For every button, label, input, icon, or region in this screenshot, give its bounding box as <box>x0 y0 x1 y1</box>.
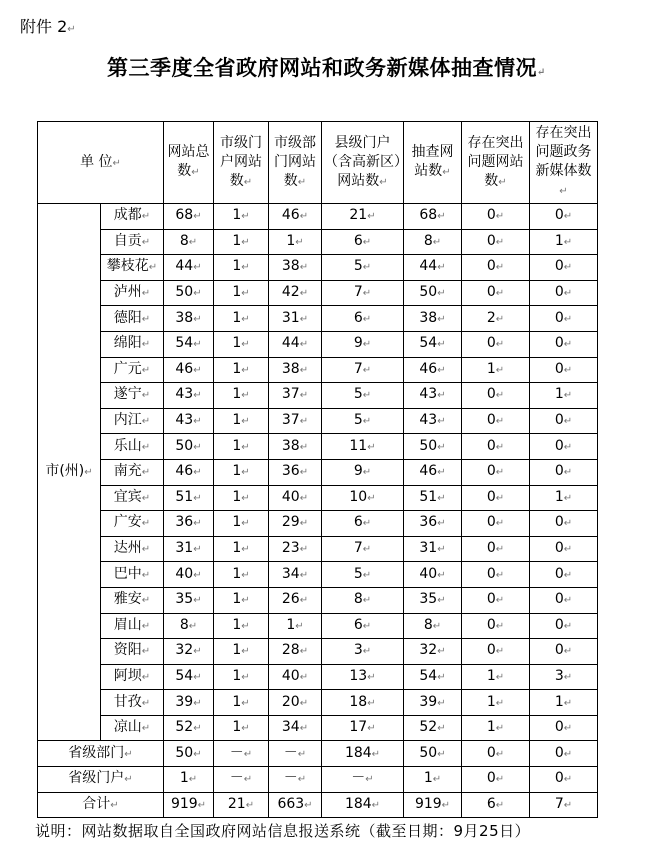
cell-media-issue: 0↵ <box>530 408 598 434</box>
cell-site-issue: 0↵ <box>462 255 530 281</box>
cell-media-issue: 0↵ <box>530 306 598 332</box>
cell-city-portal: 1↵ <box>214 255 269 281</box>
cell-county: 7↵ <box>322 280 404 306</box>
cell-city-portal: 1↵ <box>214 562 269 588</box>
cell-checked: 32↵ <box>404 639 462 665</box>
cell-unit-name: 广元↵ <box>101 357 164 383</box>
cell-city-dept: －↵ <box>269 767 322 793</box>
cell-site-issue: 0↵ <box>462 383 530 409</box>
cell-unit-name: 阿坝↵ <box>101 664 164 690</box>
cell-media-issue: 0↵ <box>530 715 598 741</box>
header-unit: 单 位↵ <box>38 122 164 204</box>
cell-county: 5↵ <box>322 408 404 434</box>
cell-city-portal: 1↵ <box>214 229 269 255</box>
cell-unit-name: 自贡↵ <box>101 229 164 255</box>
cell-checked: 50↵ <box>404 280 462 306</box>
cell-total: 46↵ <box>164 357 214 383</box>
cell-county: 18↵ <box>322 690 404 716</box>
cell-checked: 46↵ <box>404 357 462 383</box>
cell-city-portal: 1↵ <box>214 587 269 613</box>
cell-total: 40↵ <box>164 562 214 588</box>
cell-site-issue: 6↵ <box>462 792 530 818</box>
cell-unit-name: 南充↵ <box>101 459 164 485</box>
footnote: 说明：网站数据取自全国政府网站信息报送系统（截至日期：9月25日） <box>35 822 531 840</box>
cell-unit-name: 省级门户↵ <box>38 767 164 793</box>
cell-city-dept: 20↵ <box>269 690 322 716</box>
cell-county: 7↵ <box>322 357 404 383</box>
cell-checked: 31↵ <box>404 536 462 562</box>
table-body <box>38 204 598 818</box>
cell-unit-name: 资阳↵ <box>101 639 164 665</box>
cell-media-issue: 1↵ <box>530 229 598 255</box>
cell-total: 54↵ <box>164 664 214 690</box>
cell-city-portal: 1↵ <box>214 357 269 383</box>
cell-checked: 919↵ <box>404 792 462 818</box>
cell-city-portal: 1↵ <box>214 613 269 639</box>
cell-total: 52↵ <box>164 715 214 741</box>
cell-city-dept: 26↵ <box>269 587 322 613</box>
table-row <box>38 536 598 562</box>
cell-checked: 39↵ <box>404 690 462 716</box>
cell-site-issue: 2↵ <box>462 306 530 332</box>
cell-media-issue: 0↵ <box>530 639 598 665</box>
cell-county: 6↵ <box>322 613 404 639</box>
cell-unit-name: 遂宁↵ <box>101 383 164 409</box>
table-row <box>38 383 598 409</box>
cell-city-portal: 1↵ <box>214 639 269 665</box>
cell-county: 11↵ <box>322 434 404 460</box>
cell-media-issue: 0↵ <box>530 562 598 588</box>
cell-site-issue: 0↵ <box>462 331 530 357</box>
cell-checked: 36↵ <box>404 511 462 537</box>
cell-site-issue: 0↵ <box>462 639 530 665</box>
table-row <box>38 690 598 716</box>
table-row <box>38 562 598 588</box>
cell-county: 21↵ <box>322 204 404 230</box>
cell-county: 6↵ <box>322 306 404 332</box>
cell-total: 46↵ <box>164 459 214 485</box>
cell-checked: 8↵ <box>404 229 462 255</box>
cell-county: 6↵ <box>322 229 404 255</box>
cell-city-portal: －↵ <box>214 741 269 767</box>
cell-media-issue: 0↵ <box>530 511 598 537</box>
cell-total: 54↵ <box>164 331 214 357</box>
cell-city-dept: 34↵ <box>269 715 322 741</box>
cell-city-dept: 38↵ <box>269 357 322 383</box>
cell-site-issue: 0↵ <box>462 204 530 230</box>
cell-city-portal: 1↵ <box>214 485 269 511</box>
cell-city-portal: 1↵ <box>214 664 269 690</box>
cell-media-issue: 0↵ <box>530 741 598 767</box>
cell-unit-name: 宜宾↵ <box>101 485 164 511</box>
cell-checked: 38↵ <box>404 306 462 332</box>
cell-city-dept: 1↵ <box>269 613 322 639</box>
cell-city-portal: －↵ <box>214 767 269 793</box>
cell-unit-name: 广安↵ <box>101 511 164 537</box>
cell-checked: 54↵ <box>404 664 462 690</box>
table-row <box>38 664 598 690</box>
cell-city-dept: 29↵ <box>269 511 322 537</box>
cell-city-portal: 21↵ <box>214 792 269 818</box>
cell-unit-name: 雅安↵ <box>101 587 164 613</box>
cell-checked: 51↵ <box>404 485 462 511</box>
attachment-label: 附件 2↵ <box>20 17 76 36</box>
cell-county: 7↵ <box>322 536 404 562</box>
group-label: 市(州)↵ <box>38 204 101 741</box>
cell-media-issue: 1↵ <box>530 690 598 716</box>
cell-checked: 46↵ <box>404 459 462 485</box>
cell-site-issue: 1↵ <box>462 357 530 383</box>
table-row <box>38 511 598 537</box>
header-row <box>38 122 598 204</box>
cell-total: 36↵ <box>164 511 214 537</box>
cell-total: 31↵ <box>164 536 214 562</box>
header-city-portal: 市级门户网站数↵ <box>214 122 269 204</box>
cell-media-issue: 1↵ <box>530 485 598 511</box>
cell-unit-name: 德阳↵ <box>101 306 164 332</box>
cell-city-portal: 1↵ <box>214 511 269 537</box>
cell-city-dept: 36↵ <box>269 459 322 485</box>
cell-city-portal: 1↵ <box>214 331 269 357</box>
cell-checked: 43↵ <box>404 408 462 434</box>
cell-county: 17↵ <box>322 715 404 741</box>
table-row <box>38 767 598 793</box>
cell-county: 9↵ <box>322 331 404 357</box>
cell-total: 43↵ <box>164 383 214 409</box>
cell-checked: 1↵ <box>404 767 462 793</box>
cell-total: 35↵ <box>164 587 214 613</box>
cell-unit-name: 省级部门↵ <box>38 741 164 767</box>
cell-unit-name: 合计↵ <box>38 792 164 818</box>
cell-city-dept: 40↵ <box>269 485 322 511</box>
cell-total: 8↵ <box>164 613 214 639</box>
cell-total: 1↵ <box>164 767 214 793</box>
cell-county: 184↵ <box>322 741 404 767</box>
cell-media-issue: 0↵ <box>530 280 598 306</box>
cell-checked: 35↵ <box>404 587 462 613</box>
cell-city-portal: 1↵ <box>214 280 269 306</box>
cell-site-issue: 0↵ <box>462 511 530 537</box>
cell-city-dept: 40↵ <box>269 664 322 690</box>
table-row <box>38 229 598 255</box>
cell-checked: 43↵ <box>404 383 462 409</box>
cell-site-issue: 0↵ <box>462 613 530 639</box>
cell-city-portal: 1↵ <box>214 459 269 485</box>
cell-media-issue: 0↵ <box>530 434 598 460</box>
table-row <box>38 408 598 434</box>
data-table <box>37 121 598 818</box>
cell-checked: 54↵ <box>404 331 462 357</box>
cell-city-dept: 42↵ <box>269 280 322 306</box>
cell-city-dept: 23↵ <box>269 536 322 562</box>
cell-county: －↵ <box>322 767 404 793</box>
cell-total: 50↵ <box>164 434 214 460</box>
cell-unit-name: 甘孜↵ <box>101 690 164 716</box>
cell-checked: 52↵ <box>404 715 462 741</box>
cell-site-issue: 0↵ <box>462 536 530 562</box>
cell-site-issue: 0↵ <box>462 408 530 434</box>
cell-city-dept: 663↵ <box>269 792 322 818</box>
cell-site-issue: 0↵ <box>462 280 530 306</box>
cell-total: 919↵ <box>164 792 214 818</box>
cell-city-dept: 38↵ <box>269 255 322 281</box>
table-row <box>38 792 598 818</box>
cell-checked: 50↵ <box>404 434 462 460</box>
cell-checked: 68↵ <box>404 204 462 230</box>
cell-city-portal: 1↵ <box>214 690 269 716</box>
cell-media-issue: 0↵ <box>530 204 598 230</box>
cell-unit-name: 成都↵ <box>101 204 164 230</box>
cell-site-issue: 1↵ <box>462 664 530 690</box>
cell-media-issue: 3↵ <box>530 664 598 690</box>
table-row <box>38 306 598 332</box>
header-county-portal: 县级门户（含高新区）网站数↵ <box>322 122 404 204</box>
cell-city-dept: 1↵ <box>269 229 322 255</box>
cell-county: 10↵ <box>322 485 404 511</box>
cell-media-issue: 7↵ <box>530 792 598 818</box>
table-row <box>38 280 598 306</box>
table-row <box>38 204 598 230</box>
cell-media-issue: 0↵ <box>530 536 598 562</box>
cell-unit-name: 攀枝花↵ <box>101 255 164 281</box>
header-media-issue: 存在突出问题政务新媒体数↵ <box>530 122 598 204</box>
cell-unit-name: 巴中↵ <box>101 562 164 588</box>
cell-total: 51↵ <box>164 485 214 511</box>
cell-site-issue: 0↵ <box>462 434 530 460</box>
cell-media-issue: 0↵ <box>530 613 598 639</box>
cell-city-portal: 1↵ <box>214 536 269 562</box>
cell-site-issue: 0↵ <box>462 229 530 255</box>
cell-site-issue: 0↵ <box>462 459 530 485</box>
cell-total: 39↵ <box>164 690 214 716</box>
cell-unit-name: 达州↵ <box>101 536 164 562</box>
cell-total: 32↵ <box>164 639 214 665</box>
cell-site-issue: 1↵ <box>462 690 530 716</box>
table-row <box>38 459 598 485</box>
cell-unit-name: 眉山↵ <box>101 613 164 639</box>
table-row <box>38 741 598 767</box>
cell-total: 38↵ <box>164 306 214 332</box>
cell-site-issue: 0↵ <box>462 485 530 511</box>
page-title: 第三季度全省政府网站和政务新媒体抽查情况↵ <box>107 55 546 80</box>
cell-county: 5↵ <box>322 383 404 409</box>
cell-city-dept: 37↵ <box>269 383 322 409</box>
cell-city-portal: 1↵ <box>214 434 269 460</box>
cell-media-issue: 0↵ <box>530 587 598 613</box>
cell-media-issue: 0↵ <box>530 255 598 281</box>
cell-unit-name: 绵阳↵ <box>101 331 164 357</box>
cell-checked: 40↵ <box>404 562 462 588</box>
cell-media-issue: 0↵ <box>530 459 598 485</box>
header-site-issue: 存在突出问题网站数↵ <box>462 122 530 204</box>
cell-county: 6↵ <box>322 511 404 537</box>
cell-city-dept: 44↵ <box>269 331 322 357</box>
cell-total: 50↵ <box>164 280 214 306</box>
table-row <box>38 434 598 460</box>
cell-site-issue: 0↵ <box>462 767 530 793</box>
header-total: 网站总数↵ <box>164 122 214 204</box>
cell-county: 8↵ <box>322 587 404 613</box>
cell-unit-name: 凉山↵ <box>101 715 164 741</box>
cell-city-dept: 31↵ <box>269 306 322 332</box>
cell-media-issue: 0↵ <box>530 357 598 383</box>
cell-site-issue: 0↵ <box>462 562 530 588</box>
cell-checked: 50↵ <box>404 741 462 767</box>
cell-city-portal: 1↵ <box>214 408 269 434</box>
cell-checked: 44↵ <box>404 255 462 281</box>
table-row <box>38 715 598 741</box>
cell-city-dept: 34↵ <box>269 562 322 588</box>
cell-total: 8↵ <box>164 229 214 255</box>
cell-city-dept: 37↵ <box>269 408 322 434</box>
header-city-dept: 市级部门网站数↵ <box>269 122 322 204</box>
cell-site-issue: 1↵ <box>462 715 530 741</box>
cell-unit-name: 内江↵ <box>101 408 164 434</box>
cell-total: 50↵ <box>164 741 214 767</box>
cell-media-issue: 0↵ <box>530 331 598 357</box>
cell-county: 5↵ <box>322 255 404 281</box>
cell-city-portal: 1↵ <box>214 715 269 741</box>
cell-county: 9↵ <box>322 459 404 485</box>
cell-city-portal: 1↵ <box>214 306 269 332</box>
cell-media-issue: 0↵ <box>530 767 598 793</box>
table-row <box>38 331 598 357</box>
cell-county: 13↵ <box>322 664 404 690</box>
cell-total: 43↵ <box>164 408 214 434</box>
cell-county: 5↵ <box>322 562 404 588</box>
cell-total: 44↵ <box>164 255 214 281</box>
header-checked: 抽查网站数↵ <box>404 122 462 204</box>
cell-city-dept: 46↵ <box>269 204 322 230</box>
cell-city-portal: 1↵ <box>214 383 269 409</box>
cell-checked: 8↵ <box>404 613 462 639</box>
cell-site-issue: 0↵ <box>462 741 530 767</box>
table-row <box>38 639 598 665</box>
table-row <box>38 613 598 639</box>
cell-unit-name: 泸州↵ <box>101 280 164 306</box>
cell-city-dept: －↵ <box>269 741 322 767</box>
cell-site-issue: 0↵ <box>462 587 530 613</box>
cell-county: 184↵ <box>322 792 404 818</box>
cell-county: 3↵ <box>322 639 404 665</box>
cell-media-issue: 1↵ <box>530 383 598 409</box>
cell-total: 68↵ <box>164 204 214 230</box>
cell-city-dept: 38↵ <box>269 434 322 460</box>
cell-unit-name: 乐山↵ <box>101 434 164 460</box>
table-row <box>38 485 598 511</box>
table-row <box>38 255 598 281</box>
table-row <box>38 587 598 613</box>
cell-city-dept: 28↵ <box>269 639 322 665</box>
table-row <box>38 357 598 383</box>
cell-city-portal: 1↵ <box>214 204 269 230</box>
